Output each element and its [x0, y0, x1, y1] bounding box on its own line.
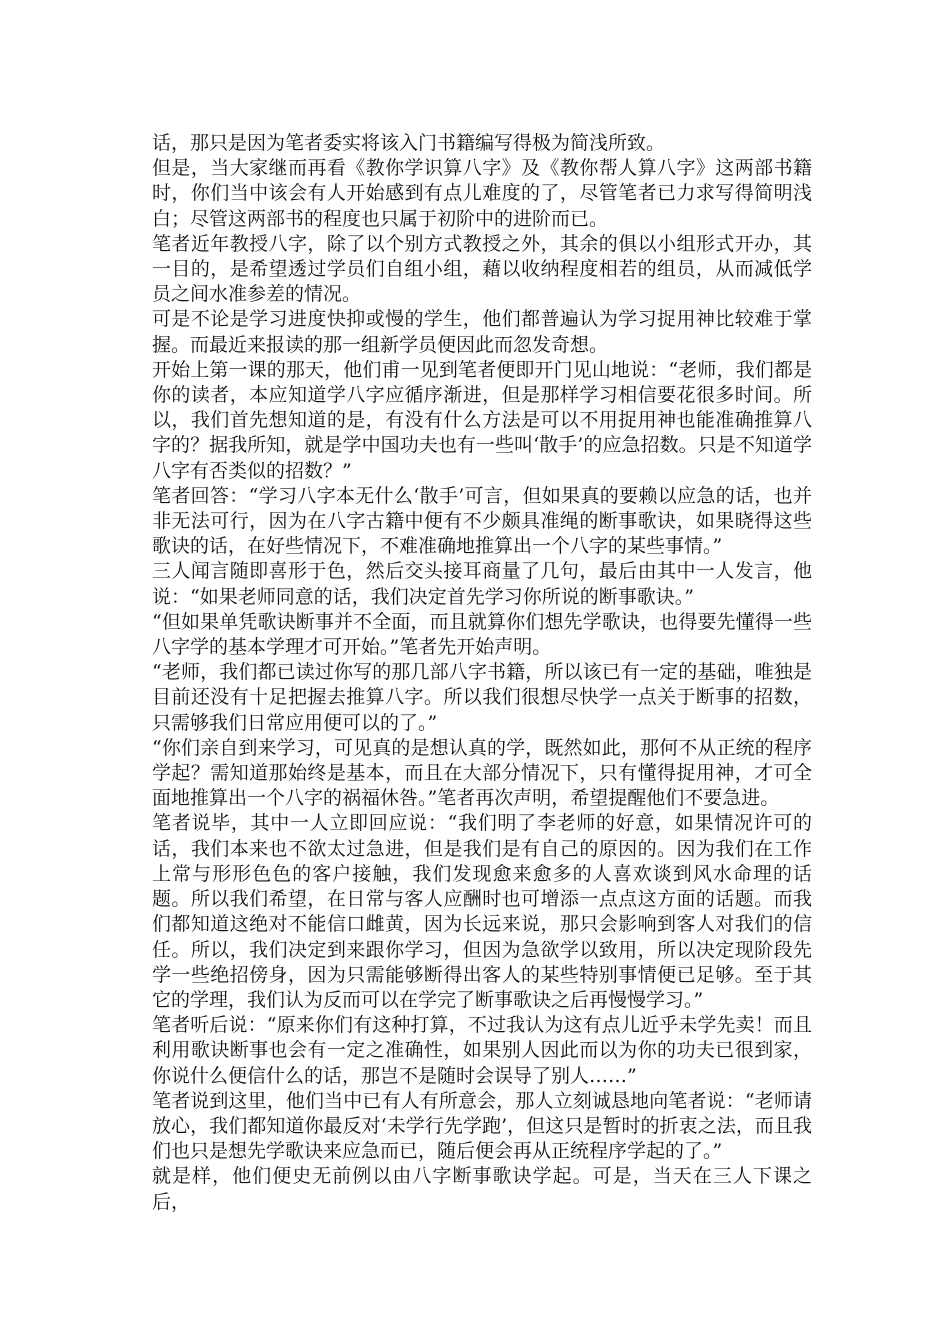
paragraph: 话，那只是因为笔者委实将该入门书籍编写得极为简浅所致。 [152, 132, 666, 154]
paragraph: 笔者回答：“学习八字本无什么‘散手’可言，但如果真的要赖以应急的话，也并非无法可行，因为在八字古籍中便有不少颇具准绳的断事歌诀，如果晓得这些歌诀的话，在好些情况下，不难准确地推算出一个八字的某些事情。” [152, 484, 812, 558]
paragraph: 笔者听后说：“原来你们有这种打算，不过我认为这有点儿近乎未学先卖！而且利用歌诀断事也会有一定之准确性，如果别人因此而以为你的功夫已很到家，你说什么便信什么的话，那岂不是随时会误导了别人……” [152, 1014, 812, 1087]
paragraph: 三人闻言随即喜形于色，然后交头接耳商量了几句，最后由其中一人发言，他说：“如果老师同意的话，我们决定首先学习你所说的断事歌诀。” [152, 560, 812, 608]
paragraph: “你们亲自到来学习，可见真的是想认真的学，既然如此，那何不从正统的程序学起？需知道那始终是基本，而且在大部分情况下，只有懂得捉用神，才可全面地推算出一个八字的祸福休咎。”笔者再次声明，希望提醒他们不要急进。 [152, 736, 812, 810]
paragraph: “老师，我们都已读过你写的那几部八字书籍，所以该已有一定的基础，唯独是目前还没有十足把握去推算八字。所以我们很想尽快学一点关于断事的招数，只需够我们日常应用便可以的了。” [152, 661, 812, 734]
paragraph: 就是样，他们便史无前例以由八字断事歌诀学起。可是，当天在三人下课之后， [152, 1165, 812, 1213]
paragraph: 笔者说毕，其中一人立即回应说：“我们明了李老师的好意，如果情况许可的话，我们本来也不欲太过急进，但是我们是有自己的原因的。因为我们在工作上常与形形色色的客户接触，我们发现愈来愈多的人喜欢谈到风水命理的话题。所以我们希望，在日常与客人应酬时也可增添一点点这方面的话题。而我们都知道这绝对不能信口雌黄，因为长远来说，那只会影响到客人对我们的信任。所以，我们决定到来跟你学习，但因为急欲学以致用，所以决定现阶段先学一些绝招傍身，因为只需能够断得出客人的某些特别事情便已足够。至于其它的学理，我们认为反而可以在学完了断事歌诀之后再慢慢学习。” [152, 812, 812, 1011]
paragraph: 开始上第一课的那天，他们甫一见到笔者便即开门见山地说：“老师，我们都是你的读者，本应知道学八字应循序渐进，但是那样学习相信要花很多时间。所以，我们首先想知道的是，有没有什么方法是可以不用捉用神也能准确推算八字的？据我所知，就是学中国功夫也有一些叫‘散手’的应急招数。只是不知道学八字有否类似的招数？” [152, 358, 812, 482]
paragraph: 可是不论是学习进度快抑或慢的学生，他们都普遍认为学习捉用神比较难于掌握。而最近来报读的那一组新学员便因此而忽发奇想。 [152, 308, 812, 356]
paragraph: 但是，当大家继而再看《教你学识算八字》及《教你帮人算八字》这两部书籍时，你们当中该会有人开始感到有点儿难度的了，尽管笔者已力求写得简明浅白；尽管这两部书的程度也只属于初阶中的进阶而已。 [152, 157, 812, 230]
body-text [152, 131, 812, 1215]
paragraph: 笔者近年教授八字，除了以个别方式教授之外，其余的俱以小组形式开办，其一目的，是希望透过学员们自组小组，藉以收纳程度相若的组员，从而减低学员之间水准参差的情况。 [152, 232, 812, 306]
paragraph: “但如果单凭歌诀断事并不全面，而且就算你们想先学歌诀，也得要先懂得一些八字学的基本学理才可开始。”笔者先开始声明。 [152, 610, 812, 659]
paragraph: 笔者说到这里，他们当中已有人有所意会，那人立刻诚恳地向笔者说：“老师请放心，我们都知道你最反对‘未学行先学跑’，但这只是暂时的折衷之法，而且我们也只是想先学歌诀来应急而已，随后便会再从正统程序学起的了。” [152, 1089, 812, 1163]
